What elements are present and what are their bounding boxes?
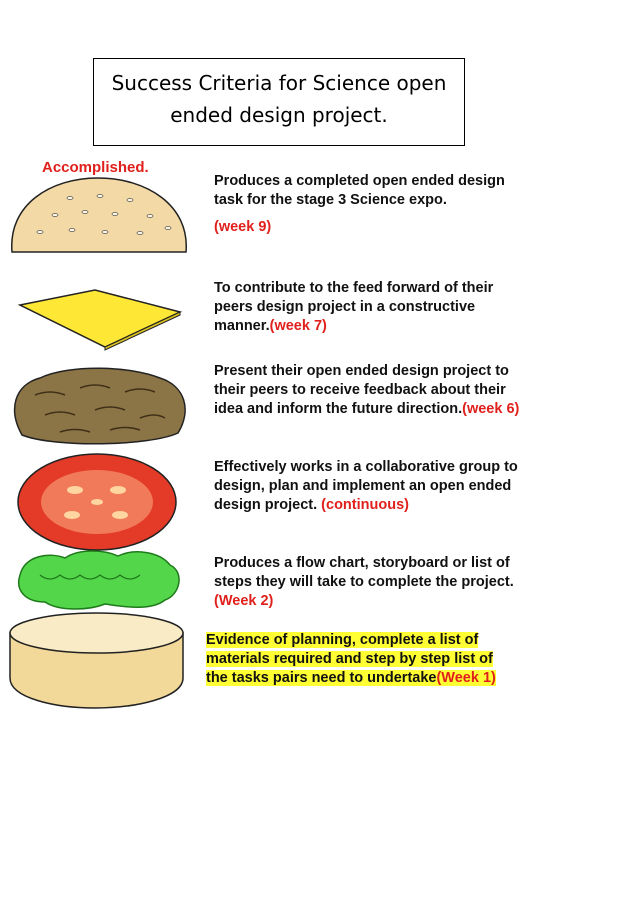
cheese-slice-icon	[20, 290, 180, 350]
criterion-week-7	[214, 279, 532, 336]
criterion-week-1	[206, 631, 516, 688]
top-bun-icon	[12, 178, 187, 252]
criterion-text: Produces a completed open ended design task for the stage 3 Science expo.	[214, 173, 505, 208]
criterion-text: To contribute to the feed forward of their peers design project in a constructive manner.	[214, 280, 494, 334]
criterion-text: Effectively works in a collaborative group to design, plan and implement an open ended design project.	[214, 459, 518, 513]
criterion-week: (Week 2)	[214, 593, 274, 609]
bottom-bun-icon	[10, 613, 183, 708]
accomplished-label: Accomplished.	[42, 159, 149, 176]
criterion-week-6	[214, 362, 532, 419]
title-line-2: ended design project.	[170, 103, 388, 127]
criterion-week: (week 6)	[462, 401, 520, 417]
title-line-1: Success Criteria for Science open	[111, 71, 447, 95]
criterion-continuous	[214, 458, 532, 515]
criterion-week: (continuous)	[321, 497, 409, 513]
criterion-week-2	[214, 554, 532, 611]
burger-patty-icon	[15, 368, 185, 444]
criterion-text: Present their open ended design project to their peers to receive feedback about their idea and inform the future direction.	[214, 363, 509, 417]
criterion-week: (week 7)	[269, 318, 327, 334]
criterion-text: Produces a flow chart, storyboard or list of steps they will take to complete the project.	[214, 555, 514, 590]
criterion-text: Evidence of planning, complete a list of materials required and step by step list of the tasks pairs need to undertake	[206, 632, 493, 686]
tomato-slice-icon	[18, 454, 176, 550]
lettuce-icon	[19, 551, 179, 609]
criterion-week-9	[214, 172, 532, 237]
criterion-week: (Week 1)	[436, 670, 496, 686]
criterion-week: (week 9)	[214, 219, 272, 235]
